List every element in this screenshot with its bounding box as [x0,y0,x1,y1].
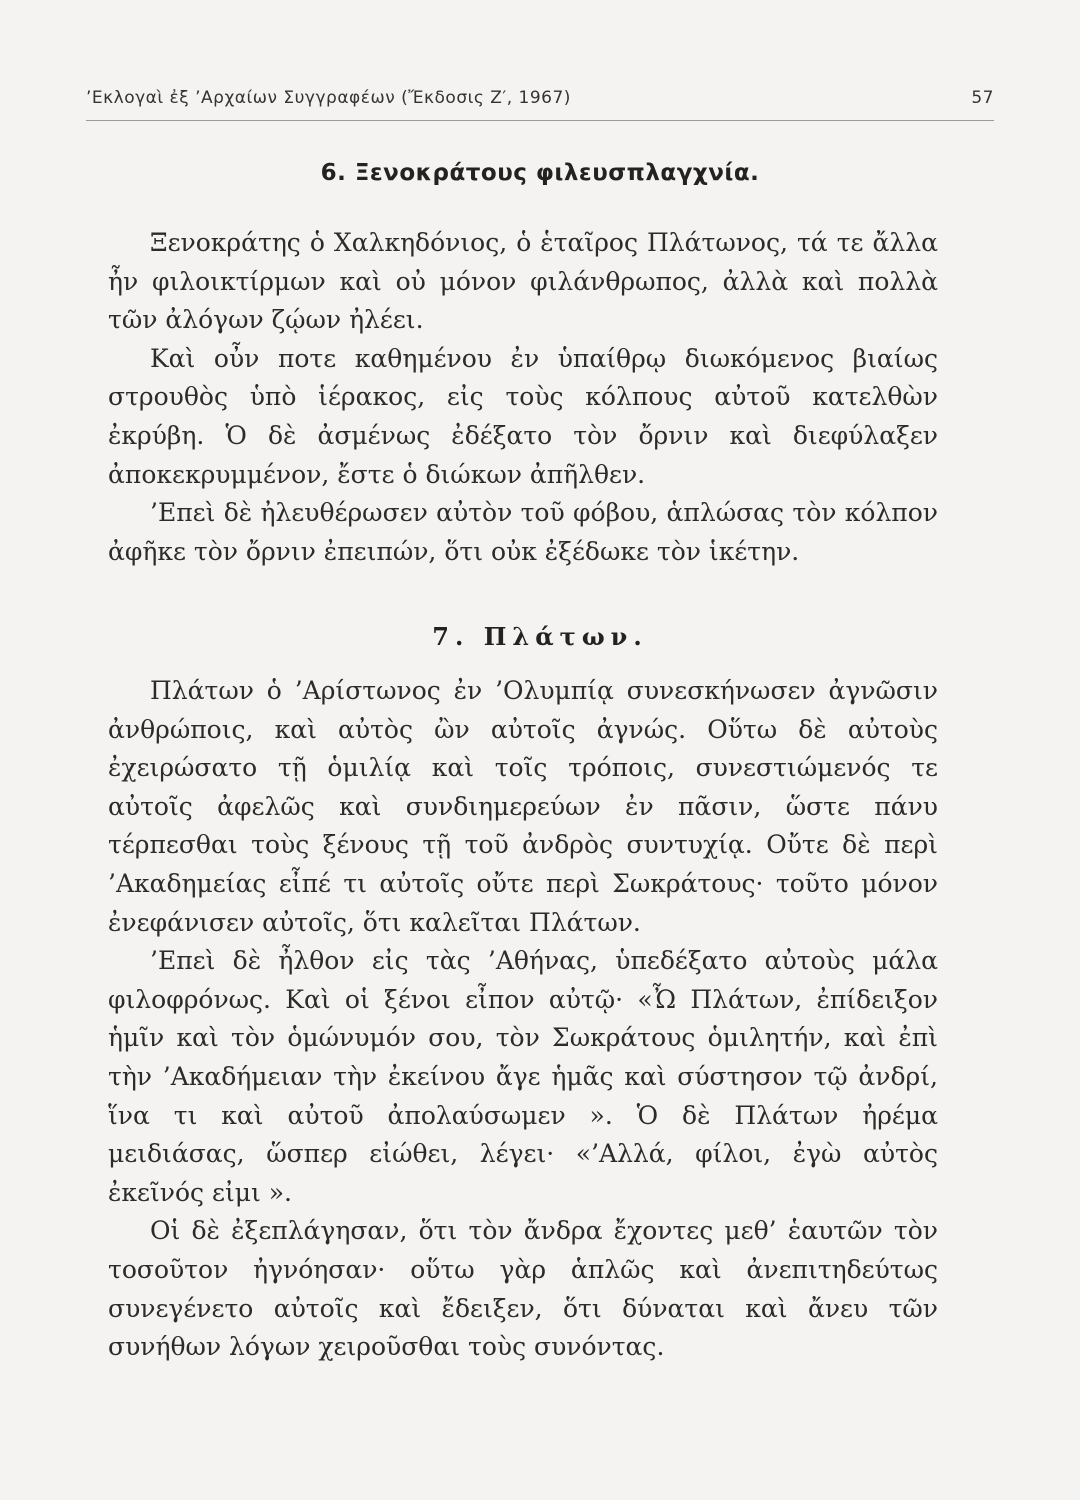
paragraph: Ξενοκράτης ὁ Χαλκηδόνιος, ὁ ἑταῖρος Πλάτωνος, τά τε ἄλλα ἦν φιλοικτίρμων καὶ οὐ μόνον φιλάνθρωπος, ἀλλὰ καὶ πολλὰ τῶν ἀλόγων ζῴων ἠλέει. [108,228,938,335]
running-head [86,88,994,108]
section-heading-7: 7. Πλάτων. [432,622,648,651]
section-heading-6: 6. Ξενοκράτους φιλευσπλαγχνία. [320,160,760,186]
paragraph: Καὶ οὖν ποτε καθημένου ἐν ὑπαίθρῳ διωκόμενος βιαίως στρουθὸς ὑπὸ ἱέρακος, εἰς τοὺς κόλπους αὐτοῦ κατελθὼν ἐκρύβη. Ὁ δὲ ἀσμένως ἐδέξατο τὸν ὄρνιν καὶ διεφύλαξεν ἀποκεκρυμμένον, ἔστε ὁ διώκων ἀπῆλθεν. [108,343,938,489]
page-number: 57 [971,88,994,108]
paragraph: ’Επεὶ δὲ ἦλθον εἰς τὰς ’Αθήνας, ὑπεδέξατο αὐτοὺς μάλα φιλοφρόνως. Καὶ οἱ ξένοι εἶπον αὐτῷ· «Ὦ Πλάτων, ἐπίδειξον ἡμῖν καὶ τὸν ὁμώνυμόν σου, τὸν Σωκράτους ὁμιλητήν, καὶ ἐπὶ τὴν ’Ακαδήμειαν τὴν ἐκείνου ἄγε ἡμᾶς καὶ σύστησον τῷ ἀνδρί, ἵνα τι καὶ αὐτοῦ ἀπολαύσωμεν ». Ὁ δὲ Πλάτων ἠρέμα μειδιάσας, ὥσπερ εἰώθει, λέγει· «’Αλλά, φίλοι, ἐγὼ αὐτὸς ἐκεῖνός εἰμι ». [108,946,938,1207]
paragraph: ’Επεὶ δὲ ἠλευθέρωσεν αὐτὸν τοῦ φόβου, ἁπλώσας τὸν κόλπον ἀφῆκε τὸν ὄρνιν ἐπειπών, ὅτι οὐκ ἐξέδωκε τὸν ἱκέτην. [108,498,938,566]
header-rule [86,120,994,121]
paragraph: Οἱ δὲ ἐξεπλάγησαν, ὅτι τὸν ἄνδρα ἔχοντες μεθ’ ἑαυτῶν τὸν τοσοῦτον ἠγνόησαν· οὕτω γὰρ ἁπλῶς καὶ ἀνεπιτηδεύτως συνεγένετο αὐτοῖς καὶ ἔδειξεν, ὅτι δύναται καὶ ἄνευ τῶν συνήθων λόγων χειροῦσθαι τοὺς συνόντας. [108,1216,938,1362]
section-7-text [108,672,938,1367]
running-head-title: ’Εκλογαὶ ἐξ ’Αρχαίων Συγγραφέων (Ἔκδοσις Ζ′, 1967) [86,88,571,108]
paragraph: Πλάτων ὁ ’Αρίστωνος ἐν ’Ολυμπίᾳ συνεσκήνωσεν ἀγνῶσιν ἀνθρώποις, καὶ αὐτὸς ὢν αὐτοῖς ἀγνώς. Οὕτω δὲ αὐτοὺς ἐχειρώσατο τῇ ὁμιλίᾳ καὶ τοῖς τρόποις, συνεστιώμενός τε αὐτοῖς ἀφελῶς καὶ συνδιημερεύων ἐν πᾶσιν, ὥστε πάνυ τέρπεσθαι τοὺς ξένους τῇ τοῦ ἀνδρὸς συντυχίᾳ. Οὔτε δὲ περὶ ’Ακαδημείας εἶπέ τι αὐτοῖς οὔτε περὶ Σωκράτους· τοῦτο μόνον ἐνεφάνισεν αὐτοῖς, ὅτι καλεῖται Πλάτων. [108,676,938,937]
section-6-text [108,224,938,571]
